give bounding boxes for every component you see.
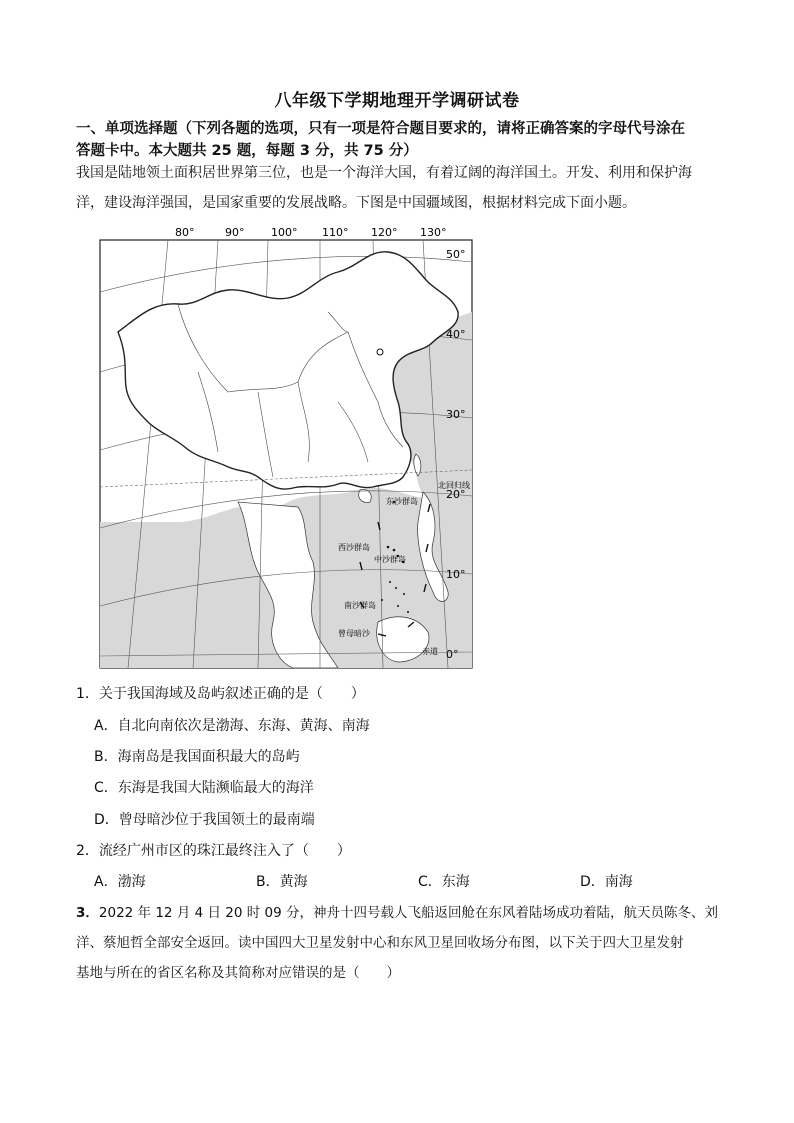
zhongsha-label: 中沙群岛 — [374, 555, 406, 564]
question-3-line-3: 基地与所在的省区名称及其简称对应错误的是（ ） — [76, 965, 400, 981]
question-3-line-1 — [76, 898, 756, 928]
lon-label: 130° — [420, 226, 447, 239]
equator-label: 赤道 — [422, 647, 438, 656]
lon-label: 120° — [371, 226, 398, 239]
lat-label: 30° — [446, 408, 466, 421]
section-heading-line-1: 一、单项选择题（下列各题的选项，只有一项是符合题目要求的，请将正确答案的字母代号涂在 — [76, 121, 685, 137]
question-3-text-1: 2022 年 12 月 4 日 20 时 09 分，神舟十四号载人飞船返回舱在东风着陆场成功着陆，航天员陈冬、刘 — [98, 905, 719, 921]
question-2-option-c[interactable]: C．东海 — [418, 874, 470, 890]
lon-label: 80° — [175, 226, 195, 239]
intro-line-1: 我国是陆地领土面积居世界第三位，也是一个海洋大国，有着辽阔的海洋国土。开发、利用和保护海 — [76, 165, 692, 181]
question-1-option-b[interactable]: B．海南岛是我国面积最大的岛屿 — [94, 749, 300, 765]
question-1-option-c[interactable]: C．东海是我国大陆濒临最大的海洋 — [94, 780, 314, 796]
lon-label: 110° — [322, 226, 349, 239]
lat-label: 0° — [446, 648, 459, 661]
question-1-option-a[interactable]: A．自北向南依次是渤海、东海、黄海、南海 — [94, 718, 370, 734]
question-3-number: 3． — [76, 905, 99, 921]
nansha-label: 南沙群岛 — [344, 601, 376, 610]
tropic-label: 北回归线 — [438, 481, 470, 490]
intro-paragraph — [76, 158, 756, 218]
question-2-stem: 2．流经广州市区的珠江最终注入了（ ） — [76, 843, 351, 859]
xisha-label: 西沙群岛 — [338, 543, 370, 552]
lat-label: 10° — [446, 568, 466, 581]
question-2-option-b[interactable]: B．黄海 — [256, 874, 308, 890]
question-1-stem: 1．关于我国海域及岛屿叙述正确的是（ ） — [76, 686, 365, 702]
question-3-line-2: 洋、蔡旭哲全部安全返回。读中国四大卫星发射中心和东风卫星回收场分布图，以下关于四大卫星发射 — [76, 935, 684, 951]
intro-line-2: 洋，建设海洋强国，是国家重要的发展战略。下图是中国疆域图，根据材料完成下面小题。 — [76, 195, 636, 211]
question-3 — [76, 898, 756, 988]
lat-label: 20° — [446, 488, 466, 501]
dongsha-label: 东沙群岛 — [386, 497, 418, 506]
section-heading — [76, 118, 756, 162]
lat-label: 40° — [446, 328, 466, 341]
china-territory-map — [98, 222, 476, 670]
lat-label: 50° — [446, 248, 466, 261]
section-heading-line-2: 答题卡中。本大题共 25 题，每题 3 分，共 75 分） — [76, 143, 418, 159]
lon-label: 100° — [271, 226, 298, 239]
question-1-option-d[interactable]: D．曾母暗沙位于我国领土的最南端 — [94, 812, 315, 828]
question-2-option-d[interactable]: D．南海 — [580, 874, 633, 890]
exam-title: 八年级下学期地理开学调研试卷 — [274, 91, 520, 111]
zengmu-label: 曾母暗沙 — [338, 629, 370, 638]
question-2-option-a[interactable]: A．渤海 — [94, 874, 146, 890]
lon-label: 90° — [225, 226, 245, 239]
map-svg — [98, 222, 476, 670]
